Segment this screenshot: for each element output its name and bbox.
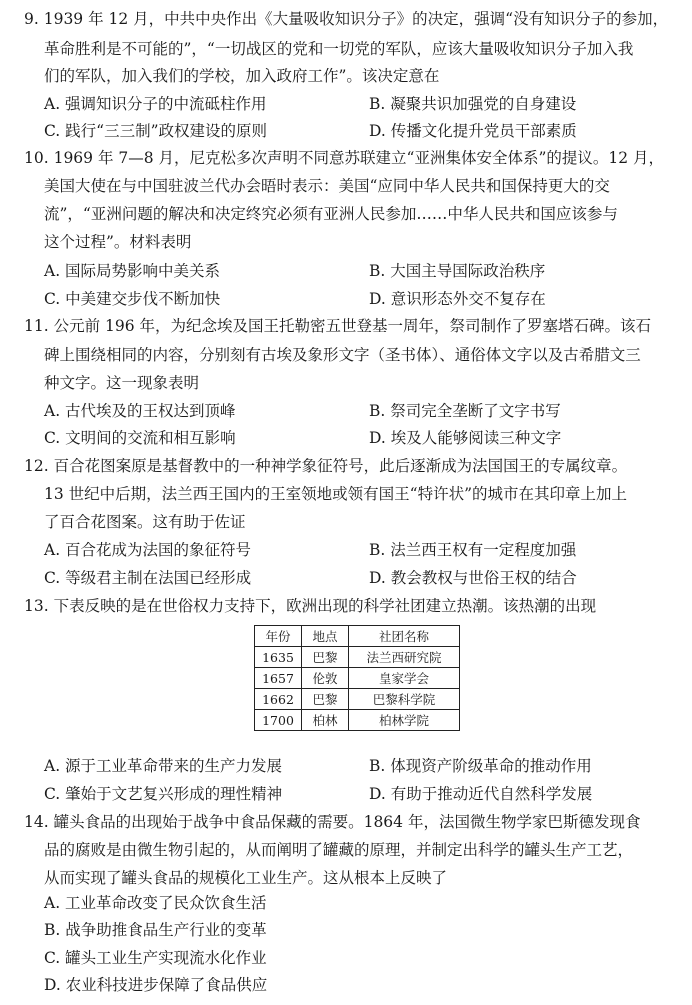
q13-stem-line-1: 13. 下表反映的是在世俗权力支持下，欧洲出现的科学社团建立热潮。该热潮的出现 bbox=[24, 597, 597, 615]
table-row bbox=[255, 668, 460, 689]
q11-stem-line-3: 种文字。这一现象表明 bbox=[44, 374, 200, 392]
q10-option-d: D. 意识形态外交不复存在 bbox=[369, 290, 546, 308]
science-society-table bbox=[254, 625, 460, 731]
q12-option-c: C. 等级君主制在法国已经形成 bbox=[44, 569, 252, 587]
q12-option-d: D. 教会教权与世俗王权的结合 bbox=[369, 569, 577, 587]
table-header-year: 年份 bbox=[255, 626, 302, 647]
q12-stem-line-2: 13 世纪中后期，法兰西王国内的王室领地或领有国王“特许状”的城市在其印章上加上 bbox=[44, 485, 628, 503]
q12-stem-line-1: 12. 百合花图案原是基督教中的一种神学象征符号，此后逐渐成为法国国王的专属纹章。 bbox=[24, 457, 628, 475]
q14-stem-line-2: 品的腐败是由微生物引起的，从而阐明了罐藏的原理，并制定出科学的罐头生产工艺， bbox=[44, 841, 634, 859]
table-cell-place: 巴黎 bbox=[302, 689, 349, 710]
table-header-place: 地点 bbox=[302, 626, 349, 647]
q13-option-a: A. 源于工业革命带来的生产力发展 bbox=[44, 757, 283, 775]
q11-stem-line-2: 碑上围绕相同的内容，分别刻有古埃及象形文字（圣书体）、通俗体文字以及古希腊文三 bbox=[44, 346, 641, 364]
q11-stem-line-1: 11. 公元前 196 年，为纪念埃及国王托勒密五世登基一周年，祭司制作了罗塞塔石碑。该石 bbox=[24, 317, 652, 335]
table-cell-society: 皇家学会 bbox=[349, 668, 460, 689]
q9-stem-line-2: 革命胜利是不可能的”，“一切战区的党和一切党的军队，应该大量吸收知识分子加入我 bbox=[44, 40, 634, 58]
table-row bbox=[255, 647, 460, 668]
q10-option-a: A. 国际局势影响中美关系 bbox=[44, 262, 221, 280]
q9-stem-line-3: 们的军队，加入我们的学校，加入政府工作”。该决定意在 bbox=[44, 67, 440, 85]
table-cell-place: 伦敦 bbox=[302, 668, 349, 689]
q14-option-d: D. 农业科技进步保障了食品供应 bbox=[44, 976, 268, 994]
q12-option-a: A. 百合花成为法国的象征符号 bbox=[44, 541, 252, 559]
q12-stem-line-3: 了百合花图案。这有助于佐证 bbox=[44, 513, 246, 531]
table-cell-year: 1657 bbox=[255, 668, 302, 689]
q10-option-c: C. 中美建交步伐不断加快 bbox=[44, 290, 221, 308]
table-cell-year: 1700 bbox=[255, 710, 302, 731]
q10-stem-line-1: 10. 1969 年 7—8 月，尼克松多次声明不同意苏联建立“亚洲集体安全体系”的提议。12 月， bbox=[24, 149, 665, 167]
table-cell-place: 柏林 bbox=[302, 710, 349, 731]
q12-option-b: B. 法兰西王权有一定程度加强 bbox=[369, 541, 577, 559]
table-header-society: 社团名称 bbox=[349, 626, 460, 647]
q14-stem-line-3: 从而实现了罐头食品的规模化工业生产。这从根本上反映了 bbox=[44, 869, 448, 887]
table-row bbox=[255, 689, 460, 710]
q10-stem-line-3: 流”，“亚洲问题的解决和决定终究必须有亚洲人民参加……中华人民共和国应该参与 bbox=[44, 205, 618, 223]
q14-option-c: C. 罐头工业生产实现流水化作业 bbox=[44, 949, 267, 967]
q9-option-d: D. 传播文化提升党员干部素质 bbox=[369, 122, 577, 140]
q9-option-a: A. 强调知识分子的中流砥柱作用 bbox=[44, 95, 267, 113]
table-cell-year: 1662 bbox=[255, 689, 302, 710]
q13-option-c: C. 肇始于文艺复兴形成的理性精神 bbox=[44, 785, 283, 803]
q10-stem-line-2: 美国大使在与中国驻波兰代办会晤时表示：美国“应同中华人民共和国保持更大的交 bbox=[44, 177, 610, 195]
table-cell-society: 巴黎科学院 bbox=[349, 689, 460, 710]
q10-stem-line-4: 这个过程”。材料表明 bbox=[44, 233, 192, 251]
table-cell-year: 1635 bbox=[255, 647, 302, 668]
table-cell-society: 法兰西研究院 bbox=[349, 647, 460, 668]
q14-option-b: B. 战争助推食品生产行业的变革 bbox=[44, 921, 267, 939]
q11-option-d: D. 埃及人能够阅读三种文字 bbox=[369, 429, 562, 447]
table-header-row bbox=[255, 626, 460, 647]
q9-option-c: C. 践行“三三制”政权建设的原则 bbox=[44, 122, 268, 140]
q14-option-a: A. 工业革命改变了民众饮食生活 bbox=[44, 894, 267, 912]
table-row bbox=[255, 710, 460, 731]
q14-stem-line-1: 14. 罐头食品的出现始于战争中食品保藏的需要。1864 年，法国微生物学家巴斯德发现食 bbox=[24, 813, 641, 831]
q11-option-b: B. 祭司完全垄断了文字书写 bbox=[369, 402, 561, 420]
table-cell-society: 柏林学院 bbox=[349, 710, 460, 731]
q13-option-d: D. 有助于推动近代自然科学发展 bbox=[369, 785, 593, 803]
table-cell-place: 巴黎 bbox=[302, 647, 349, 668]
q9-stem-line-1: 9. 1939 年 12 月，中共中央作出《大量吸收知识分子》的决定，强调“没有知识分子的参加， bbox=[24, 10, 669, 28]
q13-option-b: B. 体现资产阶级革命的推动作用 bbox=[369, 757, 592, 775]
q10-option-b: B. 大国主导国际政治秩序 bbox=[369, 262, 546, 280]
q9-option-b: B. 凝聚共识加强党的自身建设 bbox=[369, 95, 577, 113]
q11-option-c: C. 文明间的交流和相互影响 bbox=[44, 429, 236, 447]
q11-option-a: A. 古代埃及的王权达到顶峰 bbox=[44, 402, 236, 420]
